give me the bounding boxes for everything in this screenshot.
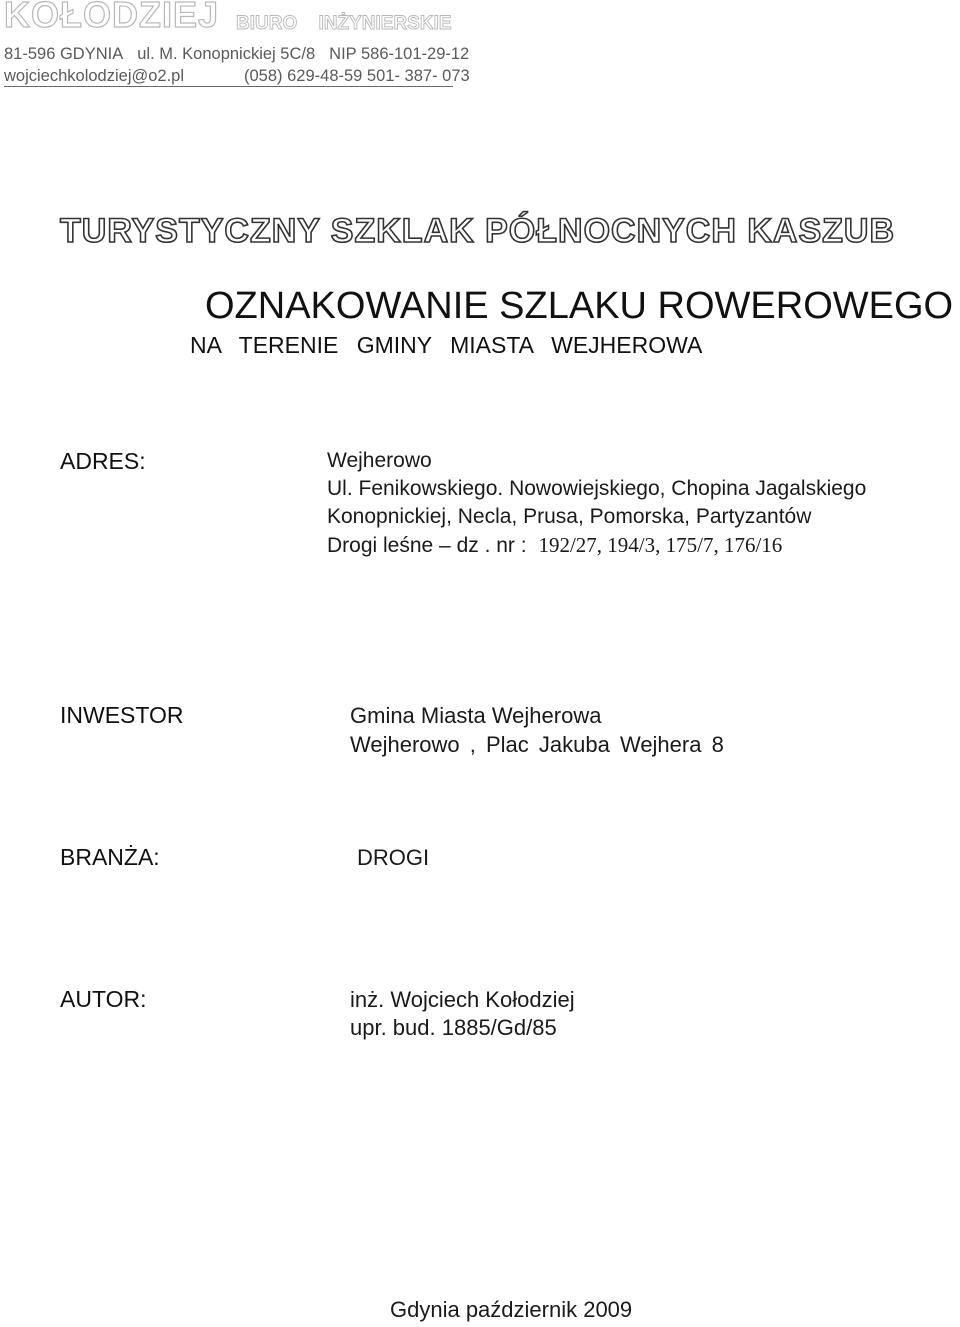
address-streets-line1: Ul. Fenikowskiego. Nowowiejskiego, Chopina Jagalskiego [327,477,867,500]
street-address: ul. M. Konopnickiej 5C/8 [137,45,316,63]
author-license: upr. bud. 1885/Gd/85 [350,1015,557,1040]
address-parcels-line [327,533,782,558]
branch-value: DROGI [357,845,430,870]
address-streets-line2: Konopnickiej, Necla, Prusa, Pomorska, Partyzantów [327,505,812,528]
postal-city: 81-596 GDYNIA [4,45,124,63]
nip-number: NIP 586-101-29-12 [329,45,470,63]
investor-name: Gmina Miasta Wejherowa [350,703,602,728]
address-label: ADRES: [60,448,146,474]
trail-title: TURYSTYCZNY SZKLAK PÓŁNOCNYCH KASZUB [60,212,896,250]
author-label: AUTOR: [60,986,147,1012]
author-name: inż. Wojciech Kołodziej [350,987,575,1012]
parcels-prefix: Drogi leśne – dz . nr : [327,534,527,557]
address-city: Wejherowo [327,449,432,472]
document-heading: OZNAKOWANIE SZLAKU ROWEROWEGO [205,285,954,327]
investor-address: Wejherowo , Plac Jakuba Wejhera 8 [350,732,724,757]
email-address: wojciechkolodziej@o2.pl [4,67,185,85]
company-type: BIURO INŻYNIERSKIE [236,13,452,34]
investor-label: INWESTOR [60,702,184,728]
branch-label: BRANŻA: [60,844,160,870]
phone-numbers: (058) 629-48-59 501- 387- 073 [244,67,470,85]
document-subheading: NA TERENIE GMINY MIASTA WEJHEROWA [190,332,703,358]
company-name: KOŁODZIEJ [4,0,220,35]
letterhead-address-line [4,45,483,64]
letterhead-contact-line [4,67,470,87]
parcel-numbers: 192/27, 194/3, 175/7, 176/16 [538,533,783,557]
place-date: Gdynia październik 2009 [390,1297,633,1322]
